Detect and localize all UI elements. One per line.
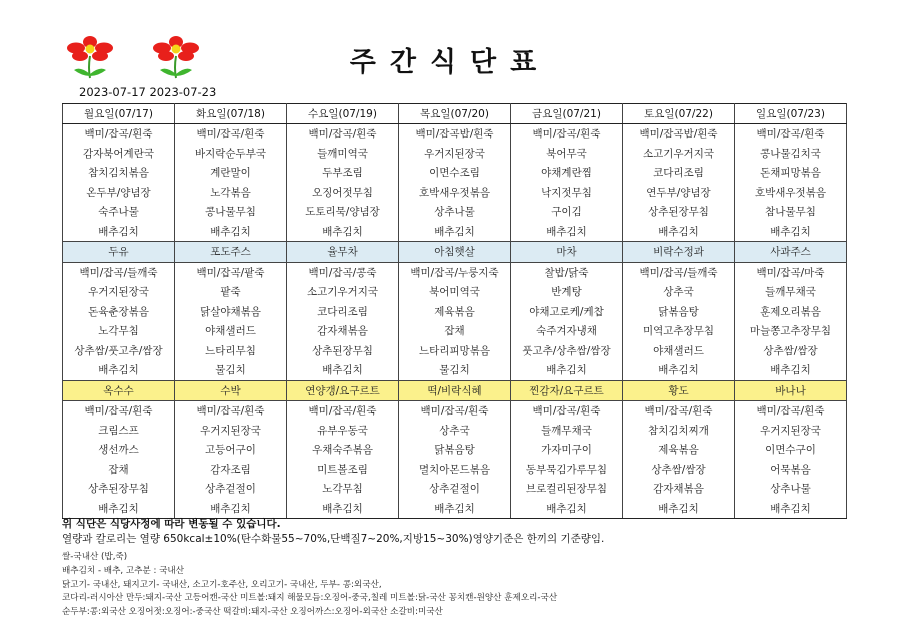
snack-cell: 두유 [63, 242, 175, 263]
dish-cell: 배추김치 [63, 360, 175, 380]
dish-cell: 백미/잡곡/흰죽 [735, 401, 847, 421]
dish-cell: 숙주겨자냉채 [511, 321, 623, 341]
dish-cell: 닭볶음탕 [399, 440, 511, 460]
meal-row [63, 262, 847, 282]
dish-cell: 돈육춘장볶음 [63, 302, 175, 322]
dish-cell: 어묵볶음 [735, 460, 847, 480]
dish-cell: 우거지된장국 [399, 144, 511, 164]
dish-cell: 미트볼조림 [287, 460, 399, 480]
dish-cell: 백미/잡곡/흰죽 [287, 401, 399, 421]
dish-cell: 느타리피망볶음 [399, 341, 511, 361]
nutrition-note: 열량과 칼로리는 열량 650kcal±10%(탄수화물55~70%,단백질7~20%,지방15~30%)영양기준은 한끼의 기준량임. [62, 533, 605, 545]
dish-cell: 노각볶음 [175, 183, 287, 203]
dish-cell: 백미/잡곡/흰죽 [175, 124, 287, 144]
dish-cell: 백미/잡곡/마죽 [735, 262, 847, 282]
dish-cell: 구이김 [511, 202, 623, 222]
dish-cell: 잡채 [399, 321, 511, 341]
dish-cell: 배추김치 [623, 360, 735, 380]
dish-cell: 백미/잡곡/흰죽 [735, 124, 847, 144]
dish-cell: 도토리묵/양념장 [287, 202, 399, 222]
dish-cell: 온두부/양념장 [63, 183, 175, 203]
dish-cell: 가자미구이 [511, 440, 623, 460]
dish-cell: 우거지된장국 [735, 421, 847, 441]
dish-cell: 제육볶음 [623, 440, 735, 460]
dish-cell: 숙주나물 [63, 202, 175, 222]
snack-cell: 황도 [623, 380, 735, 401]
dish-cell: 배추김치 [175, 499, 287, 519]
dish-cell: 상추나물 [399, 202, 511, 222]
dish-cell: 배추김치 [399, 222, 511, 242]
meal-row [63, 321, 847, 341]
dish-cell: 백미/잡곡/누룽지죽 [399, 262, 511, 282]
origin-line: 닭고기- 국내산, 돼지고기- 국내산, 소고기-호주산, 오리고기- 국내산, 두부- 콩:외국산, [62, 579, 382, 590]
dish-cell: 상추쌈/쌈장 [735, 341, 847, 361]
dish-cell: 배추김치 [399, 499, 511, 519]
dish-cell: 야채계란찜 [511, 163, 623, 183]
dish-cell: 배추김치 [511, 499, 623, 519]
dish-cell: 이면수조림 [399, 163, 511, 183]
snack-row [63, 242, 847, 263]
dish-cell: 느타리무침 [175, 341, 287, 361]
snack-cell: 마차 [511, 242, 623, 263]
dish-cell: 제육볶음 [399, 302, 511, 322]
dish-cell: 소고기우거지국 [287, 282, 399, 302]
dish-cell: 야채샐러드 [175, 321, 287, 341]
dish-cell: 백미/잡곡/흰죽 [63, 401, 175, 421]
dish-cell: 배추김치 [63, 499, 175, 519]
dish-cell: 백미/잡곡밥/흰죽 [399, 124, 511, 144]
dish-cell: 백미/잡곡/흰죽 [175, 401, 287, 421]
day-header-row [63, 104, 847, 124]
dish-cell: 배추김치 [287, 360, 399, 380]
day-header: 토요일(07/22) [623, 104, 735, 124]
dish-cell: 바지락순두부국 [175, 144, 287, 164]
dish-cell: 배추김치 [735, 222, 847, 242]
meal-row [63, 421, 847, 441]
dish-cell: 크림스프 [63, 421, 175, 441]
dish-cell: 풋고추/상추쌈/쌈장 [511, 341, 623, 361]
day-header: 화요일(07/18) [175, 104, 287, 124]
dish-cell: 배추김치 [735, 360, 847, 380]
snack-cell: 연양갱/요구르트 [287, 380, 399, 401]
dish-cell: 돈채피망볶음 [735, 163, 847, 183]
snack-cell: 떡/비락식혜 [399, 380, 511, 401]
snack-cell: 율무차 [287, 242, 399, 263]
day-header: 일요일(07/23) [735, 104, 847, 124]
dish-cell: 백미/잡곡/흰죽 [287, 124, 399, 144]
snack-cell: 옥수수 [63, 380, 175, 401]
meal-row [63, 341, 847, 361]
dish-cell: 배추김치 [623, 499, 735, 519]
dish-cell: 야채샐러드 [623, 341, 735, 361]
dish-cell: 배추김치 [175, 222, 287, 242]
origin-line: 코다리-러시아산 만두:돼지-국산 고등어캔-국산 미트볼:돼지 해물모듬:오징어-중국,칠레 미트볼:닭-국산 꽁치캔-원양산 훈제오리-국산 [62, 593, 558, 604]
dish-cell: 배추김치 [287, 499, 399, 519]
dish-cell: 감자조림 [175, 460, 287, 480]
snack-cell: 수박 [175, 380, 287, 401]
dish-cell: 콩나물김치국 [735, 144, 847, 164]
day-header: 금요일(07/21) [511, 104, 623, 124]
dish-cell: 배추김치 [287, 222, 399, 242]
dish-cell: 배추김치 [511, 222, 623, 242]
dish-cell: 물김치 [175, 360, 287, 380]
dish-cell: 배추김치 [63, 222, 175, 242]
dish-cell: 백미/잡곡/흰죽 [63, 124, 175, 144]
origin-info [62, 551, 557, 620]
snack-cell: 포도주스 [175, 242, 287, 263]
dish-cell: 상추국 [399, 421, 511, 441]
dish-cell: 찰밥/닭죽 [511, 262, 623, 282]
menu-table [62, 103, 847, 519]
change-notice: 위 식단은 식당사정에 따라 변동될 수 있습니다. [62, 518, 281, 530]
dish-cell: 배추김치 [735, 499, 847, 519]
dish-cell: 백미/잡곡/흰죽 [511, 124, 623, 144]
dish-cell: 백미/잡곡/팥죽 [175, 262, 287, 282]
dish-cell: 백미/잡곡밥/흰죽 [623, 124, 735, 144]
dish-cell: 노각무침 [287, 479, 399, 499]
dish-cell: 미역고추장무침 [623, 321, 735, 341]
dish-cell: 배추김치 [511, 360, 623, 380]
dish-cell: 상추겉절이 [399, 479, 511, 499]
dish-cell: 우거지된장국 [63, 282, 175, 302]
dish-cell: 이면수구이 [735, 440, 847, 460]
snack-row [63, 380, 847, 401]
dish-cell: 코다리조림 [623, 163, 735, 183]
page-title: 주간식단표 [349, 47, 551, 78]
dish-cell: 마늘쫑고추장무침 [735, 321, 847, 341]
dish-cell: 백미/잡곡/콩죽 [287, 262, 399, 282]
dish-cell: 참치김치볶음 [63, 163, 175, 183]
snack-cell: 찐감자/요구르트 [511, 380, 623, 401]
dish-cell: 코다리조림 [287, 302, 399, 322]
menu-body [63, 124, 847, 519]
origin-line: 배추김치 - 배추, 고추분 : 국내산 [62, 565, 185, 576]
dish-cell: 노각무침 [63, 321, 175, 341]
dish-cell: 백미/잡곡/들깨죽 [623, 262, 735, 282]
dish-cell: 배추김치 [623, 222, 735, 242]
dish-cell: 계란말이 [175, 163, 287, 183]
dish-cell: 닭볶음탕 [623, 302, 735, 322]
dish-cell: 소고기우거지국 [623, 144, 735, 164]
meal-row [63, 222, 847, 242]
dish-cell: 감자채볶음 [623, 479, 735, 499]
dish-cell: 닭살야채볶음 [175, 302, 287, 322]
dish-cell: 생선까스 [63, 440, 175, 460]
meal-row [63, 401, 847, 421]
date-range: 2023-07-17 2023-07-23 [79, 85, 217, 99]
meal-row [63, 479, 847, 499]
snack-cell: 아침햇살 [399, 242, 511, 263]
origin-line: 쌀-국내산 (밥,죽) [62, 552, 128, 562]
meal-row [63, 440, 847, 460]
dish-cell: 백미/잡곡/흰죽 [399, 401, 511, 421]
meal-row [63, 202, 847, 222]
dish-cell: 낙지젓무침 [511, 183, 623, 203]
dish-cell: 북어무국 [511, 144, 623, 164]
dish-cell: 물김치 [399, 360, 511, 380]
dish-cell: 우거지된장국 [175, 421, 287, 441]
meal-row [63, 282, 847, 302]
day-header: 월요일(07/17) [63, 104, 175, 124]
meal-row [63, 302, 847, 322]
dish-cell: 상추쌈/쌈장 [623, 460, 735, 480]
snack-cell: 비락수정과 [623, 242, 735, 263]
dish-cell: 호박새우젓볶음 [735, 183, 847, 203]
dish-cell: 상추쌈/풋고추/쌈장 [63, 341, 175, 361]
dish-cell: 팥죽 [175, 282, 287, 302]
dish-cell: 동부묵김가루무침 [511, 460, 623, 480]
meal-row [63, 144, 847, 164]
dish-cell: 백미/잡곡/들깨죽 [63, 262, 175, 282]
dish-cell: 훈제오리볶음 [735, 302, 847, 322]
origin-line: 순두부:콩:외국산 오징어젓:오징어:-중국산 떡갈비:돼지-국산 오징어까스:오징어-외국산 소갈비:미국산 [62, 607, 443, 618]
snack-cell: 사과주스 [735, 242, 847, 263]
dish-cell: 상추국 [623, 282, 735, 302]
dish-cell: 상추나물 [735, 479, 847, 499]
dish-cell: 반계탕 [511, 282, 623, 302]
dish-cell: 들깨무채국 [511, 421, 623, 441]
meal-row [63, 360, 847, 380]
meal-row [63, 124, 847, 144]
dish-cell: 잡채 [63, 460, 175, 480]
dish-cell: 참치김치찌개 [623, 421, 735, 441]
meal-row [63, 460, 847, 480]
dish-cell: 콩나물무침 [175, 202, 287, 222]
dish-cell: 유부우동국 [287, 421, 399, 441]
dish-cell: 상추된장무침 [63, 479, 175, 499]
dish-cell: 들깨미역국 [287, 144, 399, 164]
dish-cell: 감자북어계란국 [63, 144, 175, 164]
dish-cell: 연두부/양념장 [623, 183, 735, 203]
dish-cell: 상추된장무침 [623, 202, 735, 222]
dish-cell: 감자채볶음 [287, 321, 399, 341]
dish-cell: 참나물무침 [735, 202, 847, 222]
dish-cell: 북어미역국 [399, 282, 511, 302]
dish-cell: 야채고로케/케찹 [511, 302, 623, 322]
dish-cell: 두부조림 [287, 163, 399, 183]
meal-row [63, 163, 847, 183]
day-header: 수요일(07/19) [287, 104, 399, 124]
dish-cell: 백미/잡곡/흰죽 [623, 401, 735, 421]
dish-cell: 멸치아몬드볶음 [399, 460, 511, 480]
snack-cell: 바나나 [735, 380, 847, 401]
dish-cell: 상추겉절이 [175, 479, 287, 499]
dish-cell: 오징어젓무침 [287, 183, 399, 203]
dish-cell: 들깨무채국 [735, 282, 847, 302]
dish-cell: 호박새우젓볶음 [399, 183, 511, 203]
dish-cell: 상추된장무침 [287, 341, 399, 361]
day-header: 목요일(07/20) [399, 104, 511, 124]
dish-cell: 우채숙주볶음 [287, 440, 399, 460]
dish-cell: 고등어구이 [175, 440, 287, 460]
dish-cell: 백미/잡곡/흰죽 [511, 401, 623, 421]
dish-cell: 브로컬리된장무침 [511, 479, 623, 499]
meal-row [63, 183, 847, 203]
